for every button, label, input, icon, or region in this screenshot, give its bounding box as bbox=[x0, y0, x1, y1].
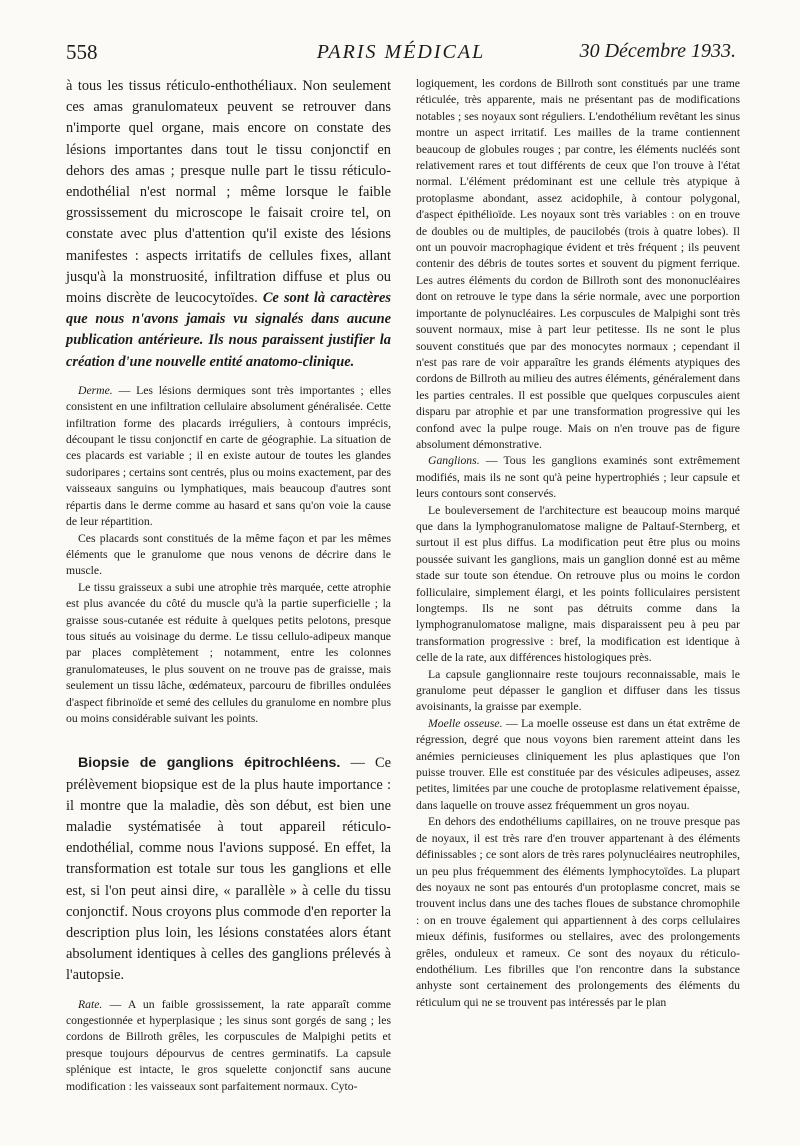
rate-paragraph bbox=[66, 997, 391, 1095]
graisseux-paragraph: Le tissu graisseux a subi une atrophie très marquée, cette atrophie est plus avancée du côté du muscle qu'à la partie superficielle ; la graisse sous-cutanée est réduite à quelques petits pelotons, presque tous situés au voisinage du derme. Le tissu cellulo-adipeux manque par places complètement ; notamment, entre les colonnes granulomateuses, le plus souvent on ne trouve pas de graisse, mais seulement un tissu lâche, œdémateux, parcouru de fibrilles ondulées d'aspect fibrinoïde et semé des cellules du granulome en nombre plus ou moins considérable suivant les points. bbox=[66, 580, 391, 725]
issue-date: 30 Décembre 1933. bbox=[579, 40, 736, 62]
intro-emphasis: Ce sont là caractères que nous n'avons jamais vu signalés dans aucune publication antérieure. Ils nous paraissent justifier la création d'une nouvelle entité anatomo-clinique. bbox=[66, 290, 391, 370]
rate-text: — A un faible grossissement, la rate apparaît comme congestionnée et hyperplasique ; les sinus sont gorgés de sang ; les cordons de Billroth grêles, les corpuscules de Malpighi petits et presque toujours dépourvus de centres germinatifs. La capsule splénique est intacte, le gros squelette conjonctif sans aucune modification : les vaisseaux sont parfaitement normaux. Cyto- bbox=[66, 997, 391, 1093]
ganglions-text: — Tous les ganglions examinés sont extrêmement modifiés, mais ils ne sont qu'à peine hypertrophiés ; leur capsule et leurs contours sont conservés. bbox=[416, 454, 741, 501]
left-column bbox=[66, 76, 391, 1095]
page-number: 558 bbox=[66, 40, 98, 64]
biopsie-heading: Biopsie de ganglions épitrochléens. bbox=[78, 755, 341, 772]
rate-continued-paragraph: logiquement, les cordons de Billroth sont constitués par une trame réticulée, très apparente, mais ne présentant pas de modifications notables ; ses noyaux sont réguliers. L'endothélium revêtant les sinus montre un aspect irritatif. Les mailles de la trame contiennent beaucoup de globules rouges ; par contre, les éléments nucléés sont relativement rares et tout différents de ceux que l'on trouve à l'état normal. L'élément prédominant est une cellule très atypique à protoplasme abondant, assez acidophile, à contour polygonal, d'aspect épithélioïde. Les noyaux sont très variables : on en trouve de doubles ou de multiples, de paucilobés (trois à quatre lobes). Il ont un pouvoir macrophagique évident et très fréquent ; ils peuvent contenir des débris de toutes sortes et souvent du pigment ferrique. Les autres éléments du cordon de Billroth sont des mononucléaires dont on retrouve le type dans la série normale, avec une porportion importante de polynucléaires. Les corpuscules de Malpighi sont très souvent normaux, mise à part leur petitesse. Ils ne sont le plus souvent constitués que par des monocytes normaux ; cependant il n'est pas rare de voir apparaître les grands éléments atypiques des cordons de Billroth au milieu des autres éléments, généralement dans les parties centrales. Il est possible que quelques corpuscules aient disparu par atrophie et par une transformation progressive qui les confond avec la pulpe rouge. Mais on n'en trouve pas de figure absolument démonstrative. bbox=[416, 77, 740, 451]
derme-paragraph bbox=[66, 383, 391, 531]
endothelium-paragraph: En dehors des endothéliums capillaires, on ne trouve presque pas de noyaux, il est très rare d'en trouver appartenant à des éléments définissables ; ce sont alors de très rares polynucléaires neutrophiles, un peu plus fréquemment des éléments lymphocytoïdes. La plupart des noyaux ne sont pas entourés d'un protoplasme concret, mais se trouvent inclus dans une des taches floues de substance chromophile : on en trouve également qui appartiennent à des corps cellulaires mieux définis, fusiformes ou stellaires, avec des prolongements grêles, onduleux et rameux. Ce sont des noyaux du réticulo-endothélium. Les fibrilles que l'on rencontre dans la substance anhyste sont certainement des prolongements des éléments du réticulum qui ne se trouvent pas intéressés par le plan bbox=[416, 815, 740, 1009]
biopsie-text: — Ce prélèvement biopsique est de la plus haute importance : il montre que la maladie, dès son début, est bien une maladie systématisée à tout appareil réticulo-endothélial, comme nous l'avions supposé. En effet, la transformation est totale sur tous les ganglions et elle est, si l'on peut ainsi dire, « parallèle » à celle du tissu conjonctif. Nous croyons plus commode d'en reporter la description plus loin, les lésions constatées alors étant absolument identiques à celles des ganglions prélevés à l'autopsie. bbox=[66, 755, 391, 984]
placards-paragraph: Ces placards sont constitués de la même façon et par les mêmes éléments que le granulome que nous venons de décrire dans le muscle. bbox=[66, 531, 391, 578]
intro-paragraph bbox=[66, 76, 391, 373]
ganglions-paragraph bbox=[416, 453, 740, 502]
ganglions-label: Ganglions. bbox=[428, 454, 480, 468]
derme-text: — Les lésions dermiques sont très importantes ; elles consistent en une infiltration cellulaire absolument généralisée. Cette infiltration forme des placards irréguliers, à contours imprécis, découpant le tissu conjonctif en carte de géographie. La situation de ces placards est variable ; il en existe autour de toutes les glandes sudoripares ; certains sont centrés, plus ou moins exactement, par des vaisseaux sanguins ou lymphatiques, mais beaucoup d'autres sont répartis dans le derme comme au hasard et sans qu'on voie la cause de leur répartition. bbox=[66, 383, 392, 529]
intro-text: à tous les tissus réticulo-enthothéliaux. Non seulement ces amas granulomateux peuvent se retrouver dans n'importe quel organe, mais encore on constate des lésions importantes dans tout le tissu conjonctif en dehors des amas ; presque nulle part le tissu réticulo-endothélial n'est normal ; même lorsque le faible grossissement du microscope le faisait croire tel, on constate avec plus d'attention qu'il existe des lésions manifestes : aspects irritatifs de cellules fixes, allant jusqu'à la monstruosité, infiltration diffuse et plus ou moins discrète de leucocytoïdes. bbox=[66, 78, 391, 307]
biopsie-paragraph bbox=[66, 753, 391, 986]
journal-title: PARIS MÉDICAL bbox=[316, 41, 486, 63]
derme-label: Derme. bbox=[78, 383, 113, 397]
right-column bbox=[416, 76, 740, 1011]
page-header bbox=[66, 40, 736, 70]
moelle-text: — La moelle osseuse est dans un état extrême de régression, degré que nous voyons bien rarement atteint dans les anémies pernicieuses cliniquement les plus aplastiques que l'on puisse trouver. Elle est constituée par des vésicules adipeuses, assez petites, limitées par une couche de protoplasme relativement épaisse, dans laquelle on trouve assez fréquemment un gros noyau. bbox=[416, 716, 741, 812]
moelle-paragraph bbox=[416, 716, 740, 814]
rate-label: Rate. bbox=[78, 997, 103, 1011]
architecture-paragraph: Le bouleversement de l'architecture est beaucoup moins marqué que dans la lymphogranulomatose maligne de Paltauf-Sternberg, et surtout il est plus diffus. La modification peut être plus ou moins poussée suivant les ganglions, mais un ganglion donné est au même stade sur toute son étendue. On retrouve plus ou moins le cordon folliculaire, simplement élargi, et les points folliculaires persistent longtemps. Ils ne sont pas détruits comme dans la lymphogranulomatose maligne, mais disparaissent peu à peu par transformation progressive : bref, la modification est identique à celle de la rate, aux différences histologiques près. bbox=[416, 503, 740, 665]
moelle-label: Moelle osseuse. bbox=[428, 716, 503, 730]
capsule-paragraph: La capsule ganglionnaire reste toujours reconnaissable, mais le granulome peut dépasser le ganglion et diffuser dans les tissus avoisinants, la graisse par exemple. bbox=[416, 667, 740, 714]
